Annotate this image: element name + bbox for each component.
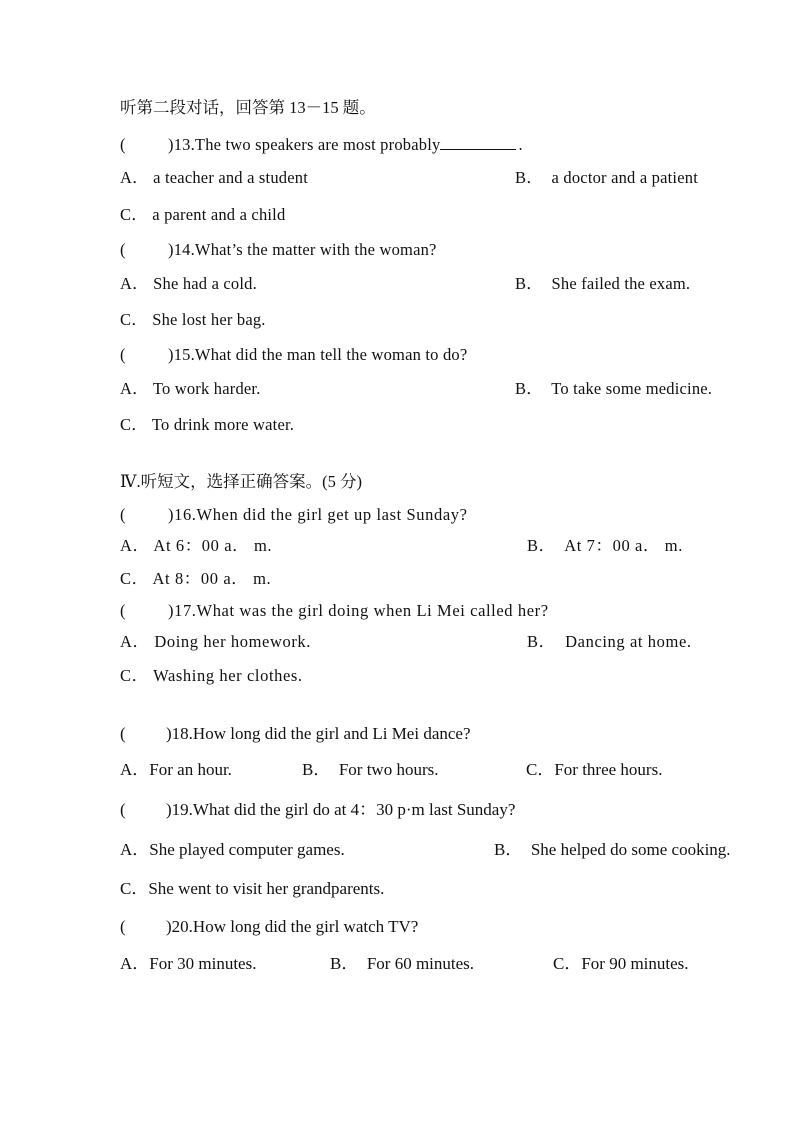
question-13: ( )13.The two speakers are most probably . (120, 135, 523, 154)
option-16-b: B． At 7：00 a． m. (527, 536, 683, 555)
option-18-a: A．For an hour. (120, 760, 232, 779)
section-heading: 听第二段对话，回答第 13－15 题。 (120, 98, 376, 117)
option-19-b: B． She helped do some cooking. (494, 840, 731, 859)
option-14-c: C． She lost her bag. (120, 310, 266, 329)
question-15-text: )15.What did the man tell the woman to do? (168, 345, 468, 364)
option-17-c: C． Washing her clothes. (120, 666, 303, 685)
option-18-b: B． For two hours. (302, 760, 439, 779)
option-15-b: B． To take some medicine. (515, 379, 713, 398)
option-19-a: A．She played computer games. (120, 840, 345, 859)
question-13-text: )13.The two speakers are most probably (168, 135, 441, 154)
option-15-c: C． To drink more water. (120, 415, 295, 434)
option-14-b: B． She failed the exam. (515, 274, 691, 293)
question-16-text: )16.When did the girl get up last Sunday? (168, 505, 468, 524)
question-14: ( )14.What’s the matter with the woman? (120, 240, 437, 259)
question-20: ( )20.How long did the girl watch TV? (120, 917, 419, 936)
option-19-c: C．She went to visit her grandparents. (120, 879, 385, 898)
question-18-text: )18.How long did the girl and Li Mei dance? (166, 724, 471, 743)
question-18: ( )18.How long did the girl and Li Mei dance? (120, 724, 471, 743)
option-17-b: B． Dancing at home. (527, 632, 692, 651)
option-13-c: C． a parent and a child (120, 205, 286, 224)
option-13-a: A． a teacher and a student (120, 168, 308, 187)
question-20-text: )20.How long did the girl watch TV? (166, 917, 419, 936)
option-18-c: C．For three hours. (526, 760, 663, 779)
option-13-b: B． a doctor and a patient (515, 168, 698, 187)
option-20-b: B． For 60 minutes. (330, 954, 475, 973)
question-19-text: )19.What did the girl do at 4：30 p·m last Sunday? (166, 800, 516, 819)
option-20-c: C．For 90 minutes. (553, 954, 689, 973)
question-16: ( )16.When did the girl get up last Sunday? (120, 505, 468, 524)
answer-blank (440, 135, 516, 150)
option-15-a: A． To work harder. (120, 379, 261, 398)
section-heading-4: Ⅳ.听短文，选择正确答案。(5 分) (120, 472, 362, 491)
question-15: ( )15.What did the man tell the woman to do? (120, 345, 468, 364)
question-14-text: )14.What’s the matter with the woman? (168, 240, 437, 259)
question-17-text: )17.What was the girl doing when Li Mei called her? (168, 601, 549, 620)
option-14-a: A． She had a cold. (120, 274, 257, 293)
question-19: ( )19.What did the girl do at 4：30 p·m last Sunday? (120, 800, 516, 819)
option-20-a: A．For 30 minutes. (120, 954, 257, 973)
question-17: ( )17.What was the girl doing when Li Mei called her? (120, 601, 549, 620)
option-17-a: A． Doing her homework. (120, 632, 312, 651)
option-16-c: C． At 8：00 a． m. (120, 569, 272, 588)
option-16-a: A． At 6：00 a． m. (120, 536, 273, 555)
